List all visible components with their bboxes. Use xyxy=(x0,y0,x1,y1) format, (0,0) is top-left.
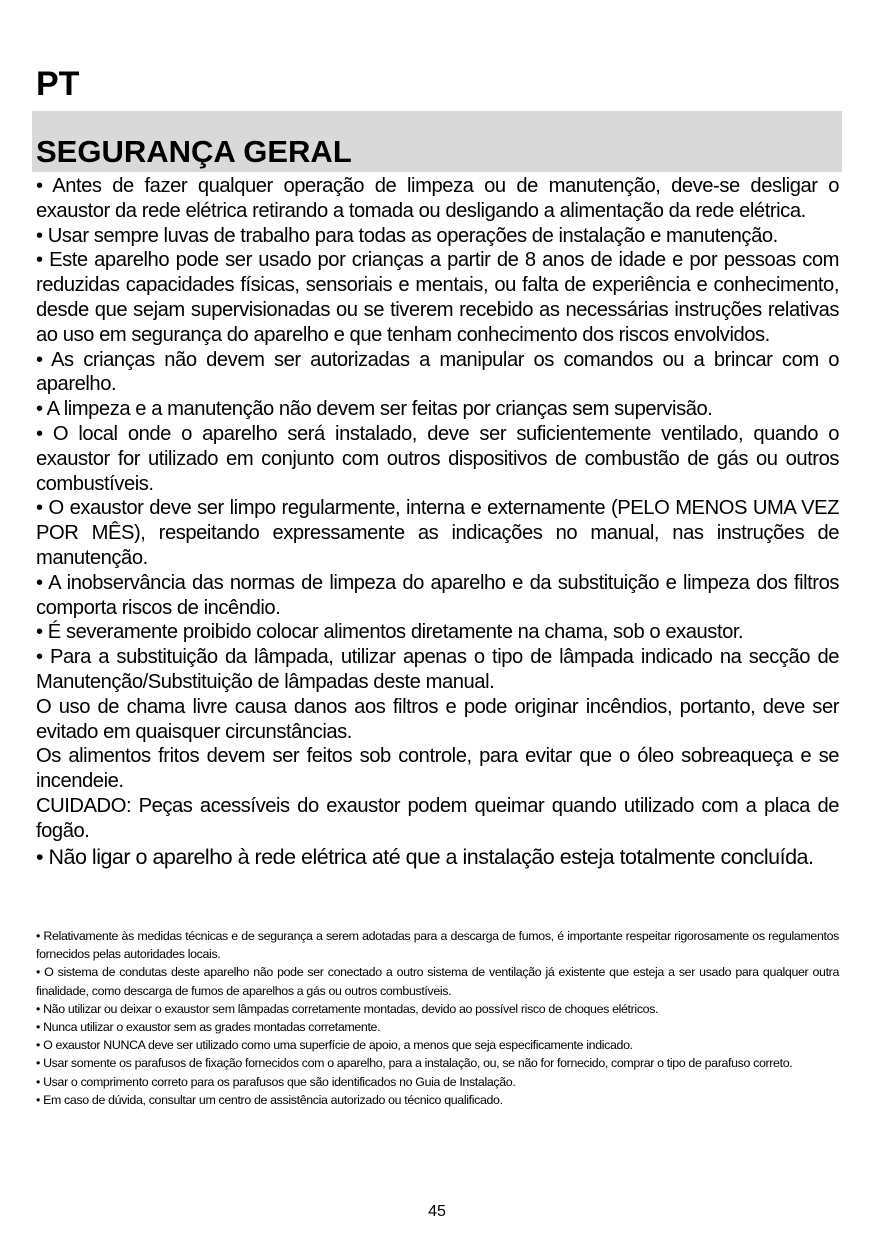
paragraph: • É severamente proibido colocar alimentos diretamente na chama, sob o exaustor. xyxy=(36,621,744,644)
small-paragraph: • Em caso de dúvida, consultar um centro de assistência autorizado ou técnico qualificado. xyxy=(36,1092,503,1107)
section-header-bar xyxy=(32,111,842,172)
paragraph: • A inobservância das normas de limpeza do aparelho e da substituição e limpeza dos filtros comporta riscos de incêndio. xyxy=(36,571,839,619)
paragraph: • Não ligar o aparelho à rede elétrica até que a instalação esteja totalmente concluída. xyxy=(36,844,814,869)
paragraph: • Este aparelho pode ser usado por crianças a partir de 8 anos de idade e por pessoas com reduzidas capacidades físicas, sensoriais e mentais, ou falta de experiência e conhecimento, desde que sejam supervisionadas ou se tiverem recebido as necessárias instruções relativas ao uso em segurança do aparelho e que tenham conhecimento dos riscos envolvidos. xyxy=(36,249,839,346)
paragraph: Os alimentos fritos devem ser feitos sob controle, para evitar que o óleo sobreaqueça e se incendeie. xyxy=(36,745,839,793)
paragraph: • Usar sempre luvas de trabalho para todas as operações de instalação e manutenção. xyxy=(36,224,778,247)
safety-instructions xyxy=(36,174,839,871)
paragraph: O uso de chama livre causa danos aos filtros e pode originar incêndios, portanto, deve ser evitado em quaisquer circunstâncias. xyxy=(36,695,839,743)
page-number: 45 xyxy=(428,1203,446,1220)
small-paragraph: • Usar o comprimento correto para os parafusos que são identificados no Guia de Instalação. xyxy=(36,1074,516,1089)
small-paragraph: • Relativamente às medidas técnicas e de segurança a serem adotadas para a descarga de fumos, é importante respeitar rigorosamente os regulamentos fornecidos pelas autoridades locais. xyxy=(36,929,839,962)
small-paragraph: • O exaustor NUNCA deve ser utilizado como uma superfície de apoio, a menos que seja especificamente indicado. xyxy=(36,1038,633,1053)
paragraph: • O exaustor deve ser limpo regularmente, interna e externamente (PELO MENOS UMA VEZ POR MÊS), respeitando expressamente as indicações no manual, nas instruções de manutenção. xyxy=(36,497,839,569)
language-code: PT xyxy=(36,65,80,103)
small-paragraph: • Usar somente os parafusos de fixação fornecidos com o aparelho, para a instalação, ou, se não for fornecido, comprar o tipo de parafuso correto. xyxy=(36,1056,793,1071)
small-paragraph: • O sistema de condutas deste aparelho não pode ser conectado a outro sistema de ventilação já existente que esteja a ser usado para qualquer outra finalidade, como descarga de fumos de aparelhos a gás ou outros combustíveis. xyxy=(36,965,839,998)
paragraph: • Antes de fazer qualquer operação de limpeza ou de manutenção, deve-se desligar o exaustor da rede elétrica retirando a tomada ou desligando a alimentação da rede elétrica. xyxy=(36,175,839,222)
small-paragraph: • Nunca utilizar o exaustor sem as grades montadas corretamente. xyxy=(36,1020,381,1035)
paragraph: • Para a substituição da lâmpada, utilizar apenas o tipo de lâmpada indicado na secção de Manutenção/Substituição de lâmpadas deste manual. xyxy=(36,646,839,693)
paragraph: • O local onde o aparelho será instalado, deve ser suficientemente ventilado, quando o exaustor for utilizado em conjunto com outros dispositivos de combustão de gás ou outros combustíveis. xyxy=(36,422,839,495)
paragraph: • A limpeza e a manutenção não devem ser feitas por crianças sem supervisão. xyxy=(36,398,713,421)
paragraph: • As crianças não devem ser autorizadas a manipular os comandos ou a brincar com o aparelho. xyxy=(36,348,839,396)
section-title: SEGURANÇA GERAL xyxy=(36,134,352,169)
paragraph: CUIDADO: Peças acessíveis do exaustor podem queimar quando utilizado com a placa de fogão. xyxy=(36,794,839,842)
additional-instructions xyxy=(36,927,839,1109)
small-paragraph: • Não utilizar ou deixar o exaustor sem lâmpadas corretamente montadas, devido ao possível risco de choques elétricos. xyxy=(36,1001,659,1016)
